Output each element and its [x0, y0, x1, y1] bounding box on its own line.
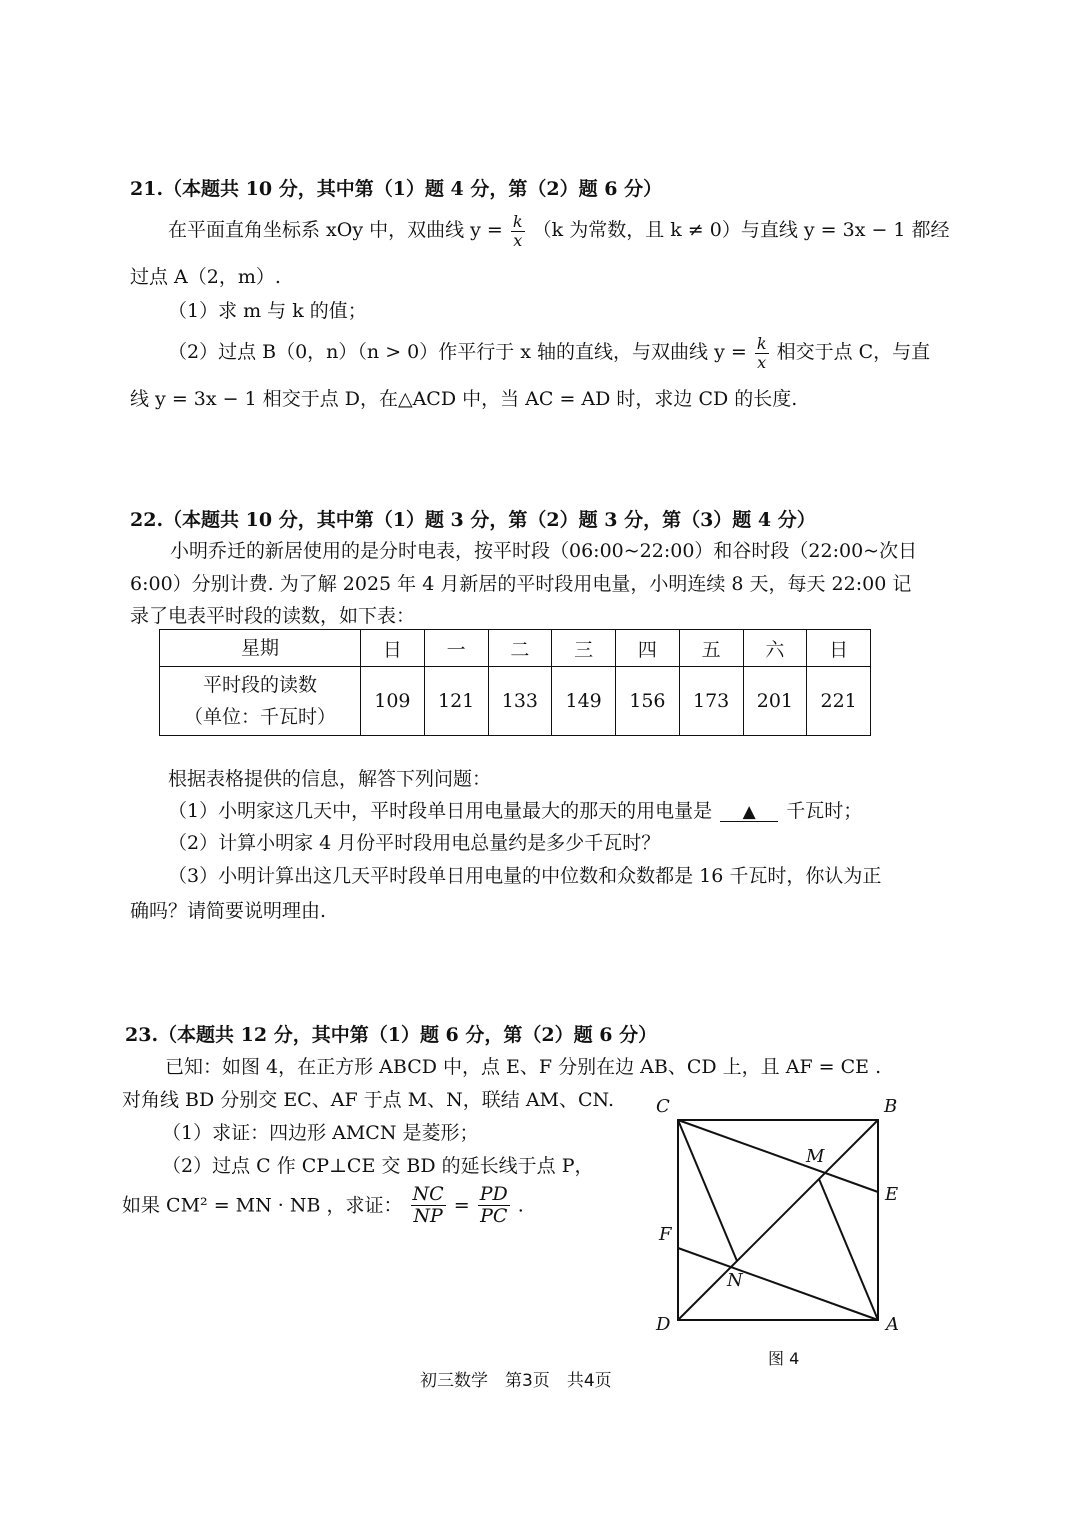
- table-cell-reading: 156: [616, 667, 680, 736]
- q21-hyperbola-fraction: [511, 213, 525, 249]
- q21-intro-line1: [168, 210, 950, 250]
- label-m: M: [806, 1146, 825, 1167]
- figure-4-square-diagram: [640, 1088, 920, 1378]
- q21-part2-fraction: [755, 335, 769, 371]
- q21-part1: （1）求 m 与 k 的值；: [168, 300, 367, 322]
- q21-p2-frac-num: k: [756, 333, 767, 353]
- table-cell-reading: 121: [424, 667, 488, 736]
- q23-intro-line1: 已知：如图 4，在正方形 ABCD 中，点 E、F 分别在边 AB、CD 上，且 AF = CE .: [165, 1056, 882, 1078]
- reading-label-line1: 平时段的读数: [202, 674, 317, 696]
- q21-intro-text-b: （k 为常数，且 k ≠ 0）与直线 y = 3x − 1 都经: [532, 219, 950, 241]
- table-cell-day: 二: [488, 630, 552, 667]
- q23-part1: （1）求证：四边形 AMCN 是菱形；: [162, 1122, 479, 1144]
- segment-ce: [678, 1120, 878, 1192]
- q22-intro-line3: 录了电表平时段的读数，如下表：: [130, 605, 416, 627]
- segment-cn: [678, 1120, 737, 1261]
- q23-part2-line1: （2）过点 C 作 CP⊥CE 交 BD 的延长线于点 P，: [162, 1155, 594, 1177]
- reading-label-line2: （单位：千瓦时）: [183, 706, 336, 728]
- table-cell-reading: 201: [743, 667, 807, 736]
- figure-caption: 图 4: [768, 1349, 800, 1368]
- q23-fraction-pd-pc: [478, 1184, 510, 1227]
- q22-prompt: 根据表格提供的信息，解答下列问题：: [168, 768, 492, 790]
- q21-header: 21.（本题共 10 分，其中第（1）题 4 分，第（2）题 6 分）: [130, 178, 663, 200]
- q21-frac-den: x: [513, 230, 523, 250]
- q23-part2-line2: [122, 1184, 524, 1227]
- table-cell-reading: 133: [488, 667, 552, 736]
- table-row-reading: [160, 667, 871, 736]
- q23-equals-sign: =: [453, 1194, 470, 1217]
- segment-am: [819, 1179, 878, 1320]
- q23-intro-line2: 对角线 BD 分别交 EC、AF 于点 M、N，联结 AM、CN.: [122, 1089, 614, 1111]
- label-b: B: [884, 1096, 898, 1117]
- segment-af: [678, 1248, 878, 1320]
- q23-frac2-den: PC: [480, 1204, 508, 1227]
- q22-header: 22.（本题共 10 分，其中第（1）题 3 分，第（2）题 3 分，第（3）题 4 分）: [130, 509, 816, 531]
- table-header-weekday: 星期: [160, 630, 361, 667]
- q21-part2-line2: 线 y = 3x − 1 相交于点 D，在△ACD 中，当 AC = AD 时，求边 CD 的长度.: [130, 388, 798, 410]
- q21-frac-num: k: [512, 211, 523, 231]
- table-cell-reading: 149: [552, 667, 616, 736]
- q22-intro-line1: 小明乔迁的新居使用的是分时电表，按平时段（06:00~22:00）和谷时段（22:00~次日: [170, 540, 918, 562]
- label-f: F: [659, 1224, 672, 1245]
- table-cell-day: 日: [807, 630, 871, 667]
- q21-intro-text-a: 在平面直角坐标系 xOy 中，双曲线 y =: [168, 219, 503, 241]
- q23-fraction-nc-np: [411, 1184, 446, 1227]
- table-cell-day: 三: [552, 630, 616, 667]
- q23-period: .: [517, 1194, 524, 1217]
- table-cell-day: 日: [361, 630, 425, 667]
- q23-frac2-num: PD: [479, 1183, 508, 1205]
- q22-part1-text-b: 千瓦时；: [786, 800, 863, 822]
- table-cell-day: 五: [679, 630, 743, 667]
- q23-header: 23.（本题共 12 分，其中第（1）题 6 分，第（2）题 6 分）: [125, 1024, 658, 1046]
- table-cell-reading: 221: [807, 667, 871, 736]
- table-cell-day: 六: [743, 630, 807, 667]
- table-cell-reading: 109: [361, 667, 425, 736]
- q23-frac1-num: NC: [412, 1183, 444, 1205]
- q22-part1: [168, 796, 862, 823]
- q21-part2-text-b: 相交于点 C，与直: [776, 341, 931, 363]
- q22-part1-text-a: （1）小明家这几天中，平时段单日用电量最大的那天的用电量是: [168, 800, 713, 822]
- q21-part2-text-a: （2）过点 B（0，n）（n > 0）作平行于 x 轴的直线，与双曲线 y =: [168, 341, 747, 363]
- meter-reading-table: [159, 629, 871, 736]
- label-n: N: [727, 1270, 743, 1291]
- table-cell-day: 一: [424, 630, 488, 667]
- q22-part2: （2）计算小明家 4 月份平时段用电总量约是多少千瓦时？: [168, 832, 661, 854]
- table-header-reading: [160, 667, 361, 736]
- label-e: E: [885, 1184, 899, 1205]
- table-cell-day: 四: [616, 630, 680, 667]
- answer-blank: ▲: [720, 803, 778, 822]
- q22-part3-line1: （3）小明计算出这几天平时段单日用电量的中位数和众数都是 16 千瓦时，你认为正: [168, 865, 882, 887]
- q21-intro-line2: 过点 A（2，m）.: [130, 266, 281, 288]
- diagonal-bd: [678, 1120, 878, 1320]
- q22-intro-line2: 6:00）分别计费. 为了解 2025 年 4 月新居的平时段用电量，小明连续 8 天，每天 22:00 记: [130, 573, 912, 595]
- q21-p2-frac-den: x: [757, 352, 767, 372]
- label-a: A: [886, 1314, 899, 1335]
- q23-part2-text: 如果 CM² = MN · NB ，求证：: [122, 1194, 403, 1217]
- q22-part3-line2: 确吗？请简要说明理由.: [130, 900, 327, 922]
- page-footer: 初三数学 第3页 共4页: [420, 1371, 612, 1391]
- q21-part2-line1: [168, 332, 930, 372]
- table-row-weekday: [160, 630, 871, 667]
- label-d: D: [656, 1314, 671, 1335]
- label-c: C: [656, 1096, 670, 1117]
- table-cell-reading: 173: [679, 667, 743, 736]
- q23-frac1-den: NP: [413, 1204, 443, 1227]
